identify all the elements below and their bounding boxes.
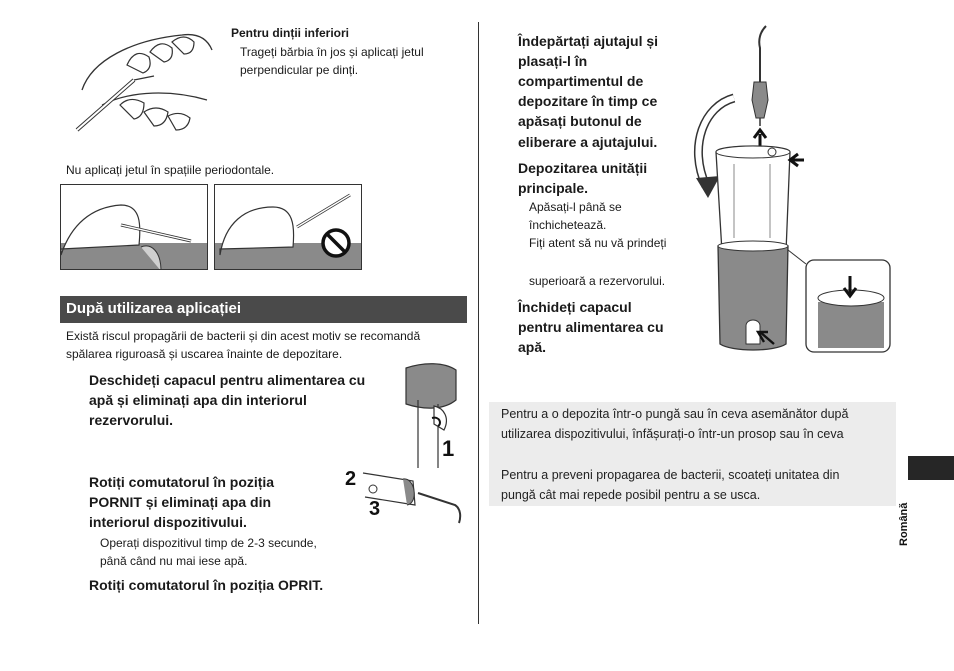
- lower-teeth-illustration: [72, 20, 232, 140]
- note-line-1: Pentru a o depozita într-o pungă sau în ceva asemănător după: [501, 407, 849, 421]
- switch-illustration: [343, 463, 468, 528]
- step-close-line-2: pentru alimentarea cu: [518, 319, 664, 335]
- section-underline: [60, 322, 467, 323]
- language-tab-marker: [908, 456, 954, 480]
- lower-teeth-heading: Pentru dinții inferiori: [231, 26, 350, 40]
- step-store-sub-4: superioară a rezervorului.: [529, 274, 666, 288]
- step-open-line-2: apă și eliminați apa din interiorul: [89, 392, 307, 408]
- periodontal-note: Nu aplicați jetul în spațiile periodontale.: [66, 163, 275, 177]
- step-rotate-line-2: PORNIT și eliminați apa din: [89, 494, 272, 510]
- step-nozzle-line-1: Îndepărtați ajutajul și: [518, 33, 659, 49]
- step-rotate-sub-2: până când nu mai iese apă.: [100, 554, 248, 568]
- step-store-sub-3: Fiți atent să nu vă prindeți: [529, 236, 667, 250]
- lower-teeth-text-1: Trageți bărbia în jos și aplicați jetul: [240, 45, 424, 59]
- step-close-line-1: Închideți capacul: [518, 299, 632, 315]
- step-store-sub-2: închichetează.: [529, 218, 607, 232]
- language-label: Română: [898, 502, 910, 546]
- reservoir-cap-illustration: [404, 360, 464, 470]
- step-rotate-sub-1: Operați dispozitivul timp de 2-3 secunde,: [100, 536, 317, 550]
- step-store-line-1: Depozitarea unității: [518, 160, 648, 176]
- storage-note-box: [489, 402, 896, 506]
- step-off: Rotiți comutatorul în poziția OPRIT.: [89, 577, 324, 593]
- step-store-sub-1: Apăsați-l până se: [529, 200, 622, 214]
- step-open-line-3: rezervorului.: [89, 412, 174, 428]
- device-storage-illustration: [694, 26, 894, 356]
- step-rotate-line-1: Rotiți comutatorul în poziția: [89, 474, 275, 490]
- intro-text-2: spălarea riguroasă și uscarea înainte de depozitare.: [66, 347, 343, 361]
- fig-label-1: 1: [442, 436, 455, 461]
- note-line-2: utilizarea dispozitivului, înfășurați-o într-un prosop sau în ceva: [501, 427, 844, 441]
- step-nozzle-line-2: plasați-l în: [518, 53, 588, 69]
- step-open-line-1: Deschideți capacul pentru alimentarea cu: [89, 372, 366, 388]
- note-line-3: Pentru a preveni propagarea de bacterii, scoateți unitatea din: [501, 468, 840, 482]
- step-rotate-line-3: interiorul dispozitivului.: [89, 514, 247, 530]
- intro-text-1: Există riscul propagării de bacterii și din acest motiv se recomandă: [66, 329, 421, 343]
- step-nozzle-line-3: compartimentul de: [518, 73, 644, 89]
- fig-label-2: 2: [345, 468, 357, 490]
- lower-teeth-text-2: perpendicular pe dinți.: [240, 63, 359, 77]
- step-nozzle-line-6: eliberare a ajutajului.: [518, 134, 658, 150]
- fig-label-3: 3: [369, 498, 381, 520]
- step-close-line-3: apă.: [518, 339, 547, 355]
- step-store-line-2: principale.: [518, 180, 589, 196]
- gum-figure-wrong: [214, 184, 362, 270]
- step-nozzle-line-4: depozitare în timp ce: [518, 93, 658, 109]
- step-nozzle-line-5: apăsați butonul de: [518, 113, 642, 129]
- section-title: După utilizarea aplicației: [60, 296, 467, 322]
- note-line-4: pungă cât mai repede posibil pentru a se usca.: [501, 488, 761, 502]
- column-divider: [478, 22, 479, 624]
- gum-figure-correct: [60, 184, 208, 270]
